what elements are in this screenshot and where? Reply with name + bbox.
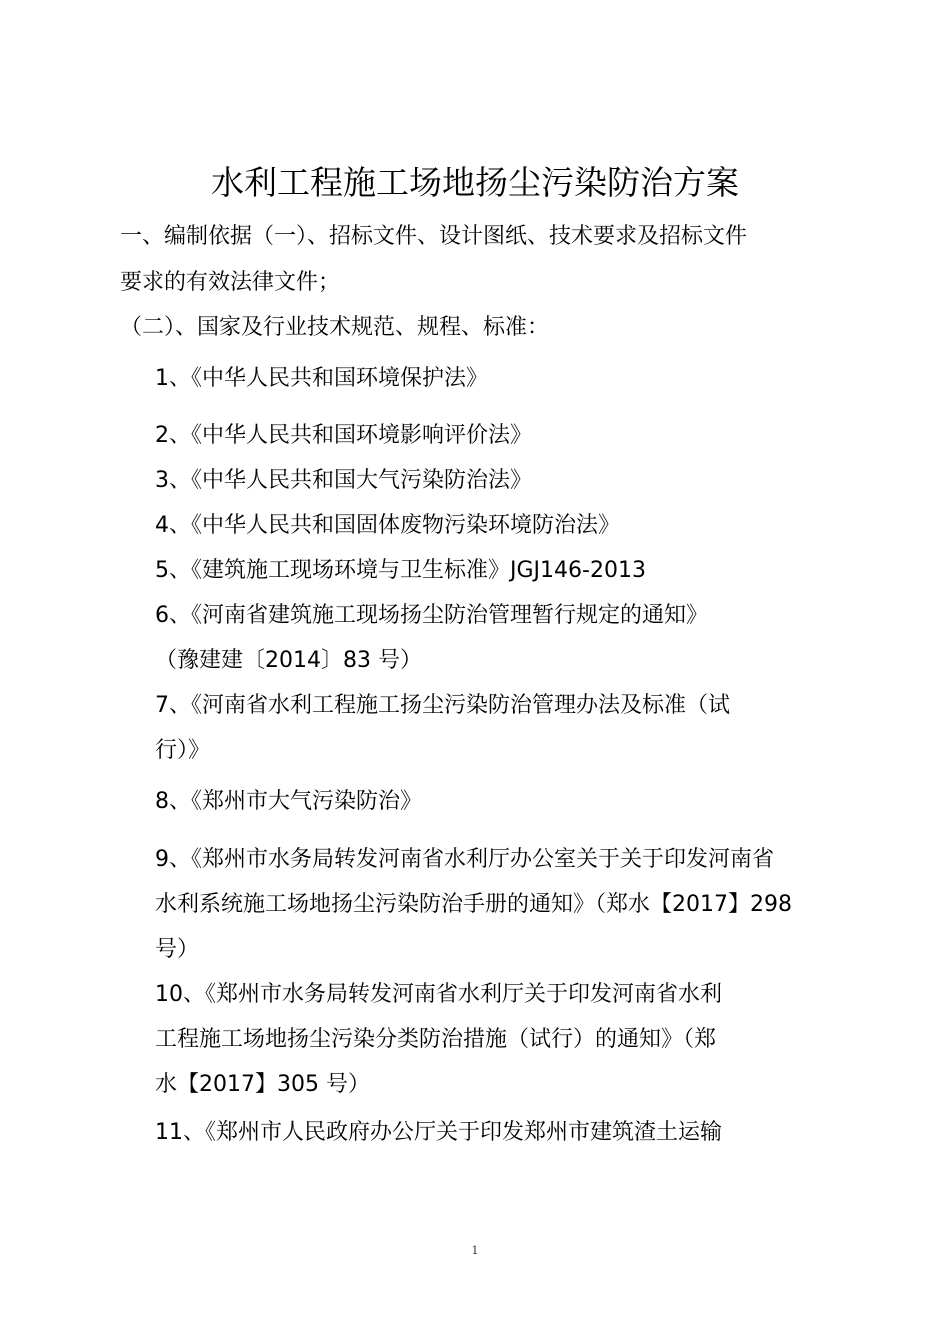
list-item: 7、《河南省水利工程施工扬尘污染防治管理办法及标准（试 xyxy=(155,693,730,718)
list-item: 5、《建筑施工现场环境与卫生标准》JGJ146-2013 xyxy=(155,558,646,583)
list-item-continuation: 号） xyxy=(155,937,200,962)
list-item: 1、《中华人民共和国环境保护法》 xyxy=(155,366,488,391)
list-item-continuation: 水利系统施工场地扬尘污染防治手册的通知》（郑水【2017】298 xyxy=(155,892,792,917)
list-item: 9、《郑州市水务局转发河南省水利厅办公室关于关于印发河南省 xyxy=(155,847,774,872)
list-item: 6、《河南省建筑施工现场扬尘防治管理暂行规定的通知》 xyxy=(155,603,708,628)
list-item-continuation: 水【2017】305 号） xyxy=(155,1072,370,1097)
section2-heading: （二）、国家及行业技术规范、规程、标准： xyxy=(120,315,550,340)
list-item: 4、《中华人民共和国固体废物污染环境防治法》 xyxy=(155,513,620,538)
list-item-continuation: （豫建建〔2014〕83 号） xyxy=(155,648,422,673)
list-item: 2、《中华人民共和国环境影响评价法》 xyxy=(155,423,532,448)
list-item: 8、《郑州市大气污染防治》 xyxy=(155,789,422,814)
list-item: 11、《郑州市人民政府办公厅关于印发郑州市建筑渣土运输 xyxy=(155,1120,722,1145)
page-number: 1 xyxy=(471,1244,479,1257)
list-item-continuation: 行）》 xyxy=(155,738,211,763)
section1-heading-line1: 一、编制依据（一）、招标文件、设计图纸、技术要求及招标文件 xyxy=(120,224,748,249)
section1-heading-line2: 要求的有效法律文件； xyxy=(120,270,341,295)
document-title: 水利工程施工场地扬尘污染防治方案 xyxy=(211,163,739,202)
list-item: 10、《郑州市水务局转发河南省水利厅关于印发河南省水利 xyxy=(155,982,722,1007)
list-item: 3、《中华人民共和国大气污染防治法》 xyxy=(155,468,532,493)
list-item-continuation: 工程施工场地扬尘污染分类防治措施（试行）的通知》（郑 xyxy=(155,1027,717,1052)
